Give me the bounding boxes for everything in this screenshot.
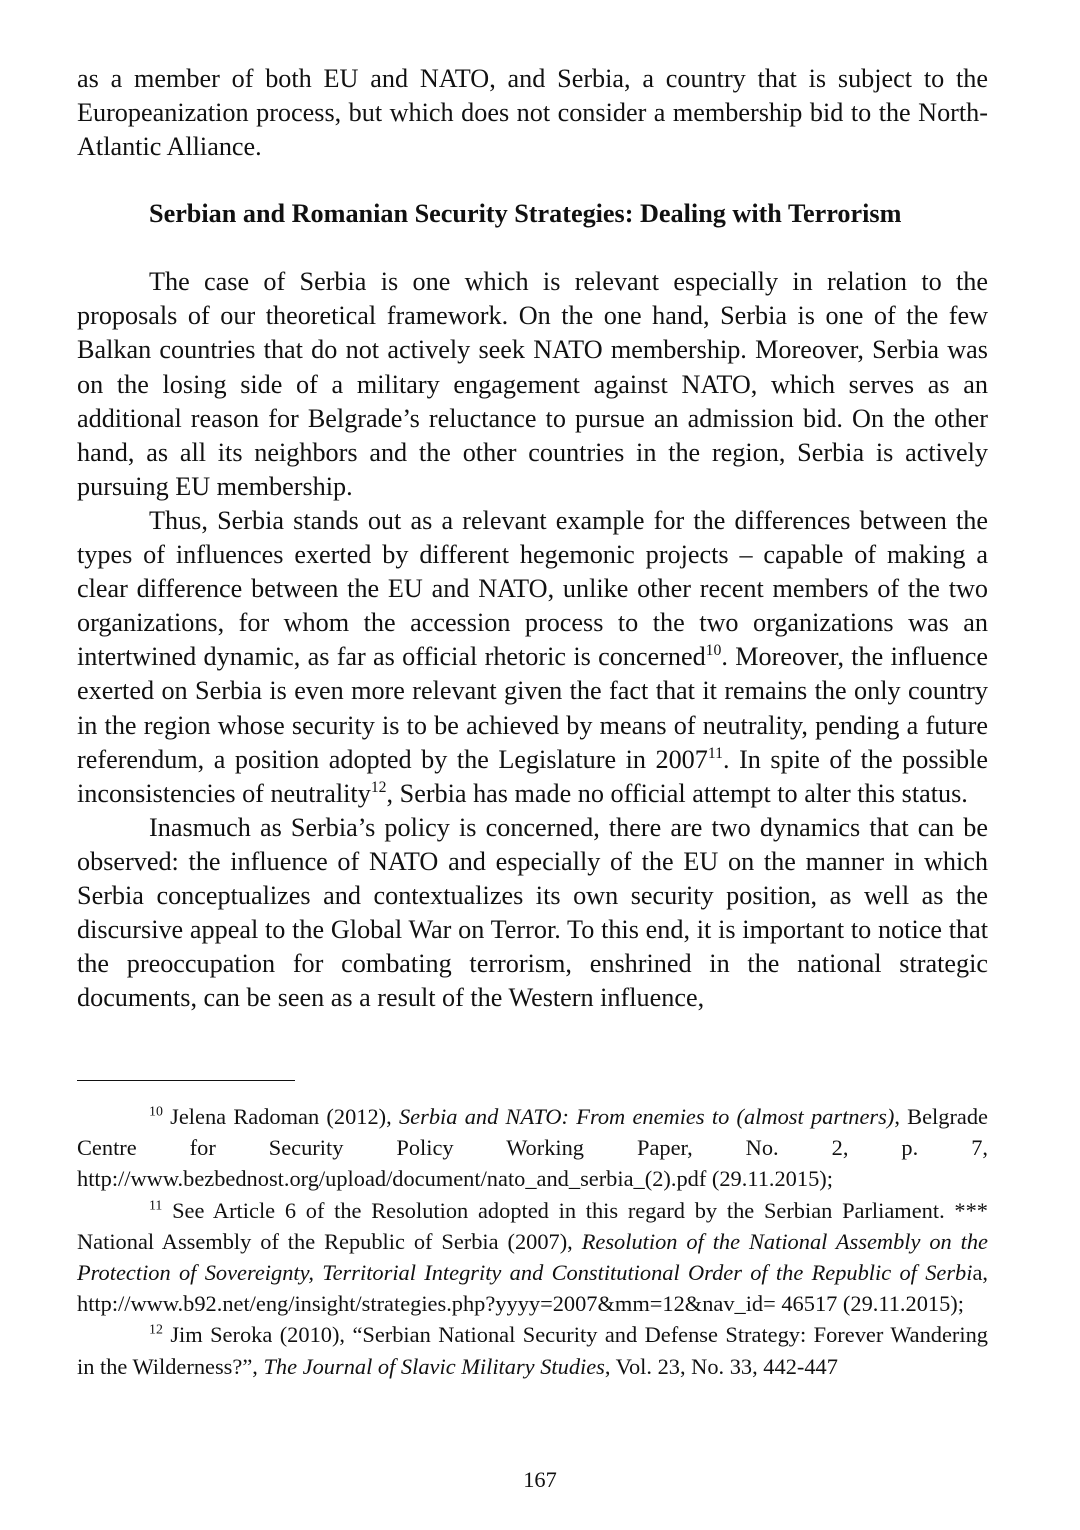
footnote-ref-12[interactable]: 12	[370, 778, 387, 796]
page-number: 167	[523, 1467, 557, 1492]
paragraph-text: . Moreover, the influence exerted on Serbia is even more relevant given the fact that it remains the only country in the region whose security is to be achieved by means of neutrality, pending a future referendum, a position adopted by the Legislature in 2007	[77, 642, 988, 774]
page-body	[77, 62, 988, 1015]
footnote-text: Jim Seroka (2010), “Serbian National Security and Defense Strategy: Forever Wandering in the Wilderness?”,	[77, 1322, 988, 1379]
paragraph-text: Thus, Serbia stands out as a relevant example for the differences between the types of influences exerted by different hegemonic projects – capable of making a clear difference between the EU and NATO, unlike other recent members of the two organizations, for whom the accession process to the two organizations was an intertwined dynamic, as far as official rhetoric is concerned	[77, 505, 988, 672]
footnote-text: See Article 6 of the Resolution adopted in this regard by the Serbian Parliament. *** National Assembly of the Republic of Serbia (2007),	[77, 1197, 988, 1254]
paragraph-serbia-policy: Inasmuch as Serbia’s policy is concerned, there are two dynamics that can be observed: the influence of NATO and especially of the EU on the manner in which Serbia conceptualizes and contextualizes its own security position, as well as the discursive appeal to the Global War on Terror. To this end, it is important to notice that the preoccupation for combating terrorism, enshrined in the national strategic documents, can be seen as a result of the Western influence,	[77, 812, 988, 1013]
paragraph-serbia-case: The case of Serbia is one which is relevant especially in relation to the proposals of our theoretical framework. On the one hand, Serbia is one of the few Balkan countries that do not actively seek NATO membership. Moreover, Serbia was on the losing side of a military engagement against NATO, which serves as an additional reason for Belgrade’s reluctance to pursue an admission bid. On the other hand, as all its neighbors and the other countries in the region, Serbia is actively pursuing EU membership.	[77, 267, 988, 501]
footnote-text: Jelena Radoman (2012),	[162, 1104, 399, 1129]
paragraph-intro-continuation: as a member of both EU and NATO, and Serbia, a country that is subject to the Europeanization process, but which does not consider a membership bid to the North-Atlantic Alliance.	[77, 64, 988, 162]
footnote-text: a, http://www.b92.net/eng/insight/strategies.php?yyyy=2007&mm=12&nav_id= 46517 (29.11.2015);	[77, 1260, 988, 1317]
footnote-11	[77, 1195, 988, 1320]
footnote-separator	[77, 1080, 295, 1081]
footnote-title: Resolution of the National Assembly on the Protection of Sovereignty, Territorial Integrity and Constitutional Order of the Republic of Serbi	[77, 1228, 988, 1286]
footnote-title: Serbia and NATO: From enemies to (almost partners)	[398, 1104, 895, 1129]
footnote-ref-11[interactable]: 11	[707, 744, 724, 762]
footnote-text: , Belgrade Centre for Security Policy Working Paper, No. 2, p. 7, http://www.bezbednost.org/upload/document/nato_and_serbia_(2).pdf (29.11.2015);	[77, 1104, 988, 1192]
footnote-number: 11	[149, 1198, 163, 1214]
paragraph-serbia-example	[77, 504, 988, 811]
footnotes	[77, 1101, 988, 1382]
footnote-number: 10	[149, 1104, 163, 1120]
paragraph-text: , Serbia has made no official attempt to alter this status.	[386, 778, 968, 808]
footnote-number: 12	[149, 1323, 163, 1339]
section-heading: Serbian and Romanian Security Strategies: Dealing with Terrorism	[149, 199, 902, 229]
footnote-ref-10[interactable]: 10	[705, 642, 722, 660]
footnote-title: The Journal of Slavic Military Studies	[263, 1353, 605, 1379]
footnote-text: , Vol. 23, No. 33, 442-447	[604, 1353, 838, 1379]
footnote-10	[77, 1101, 988, 1195]
footnote-12	[77, 1319, 988, 1381]
paragraph-text: . In spite of the possible inconsistencies of neutrality	[77, 744, 988, 808]
